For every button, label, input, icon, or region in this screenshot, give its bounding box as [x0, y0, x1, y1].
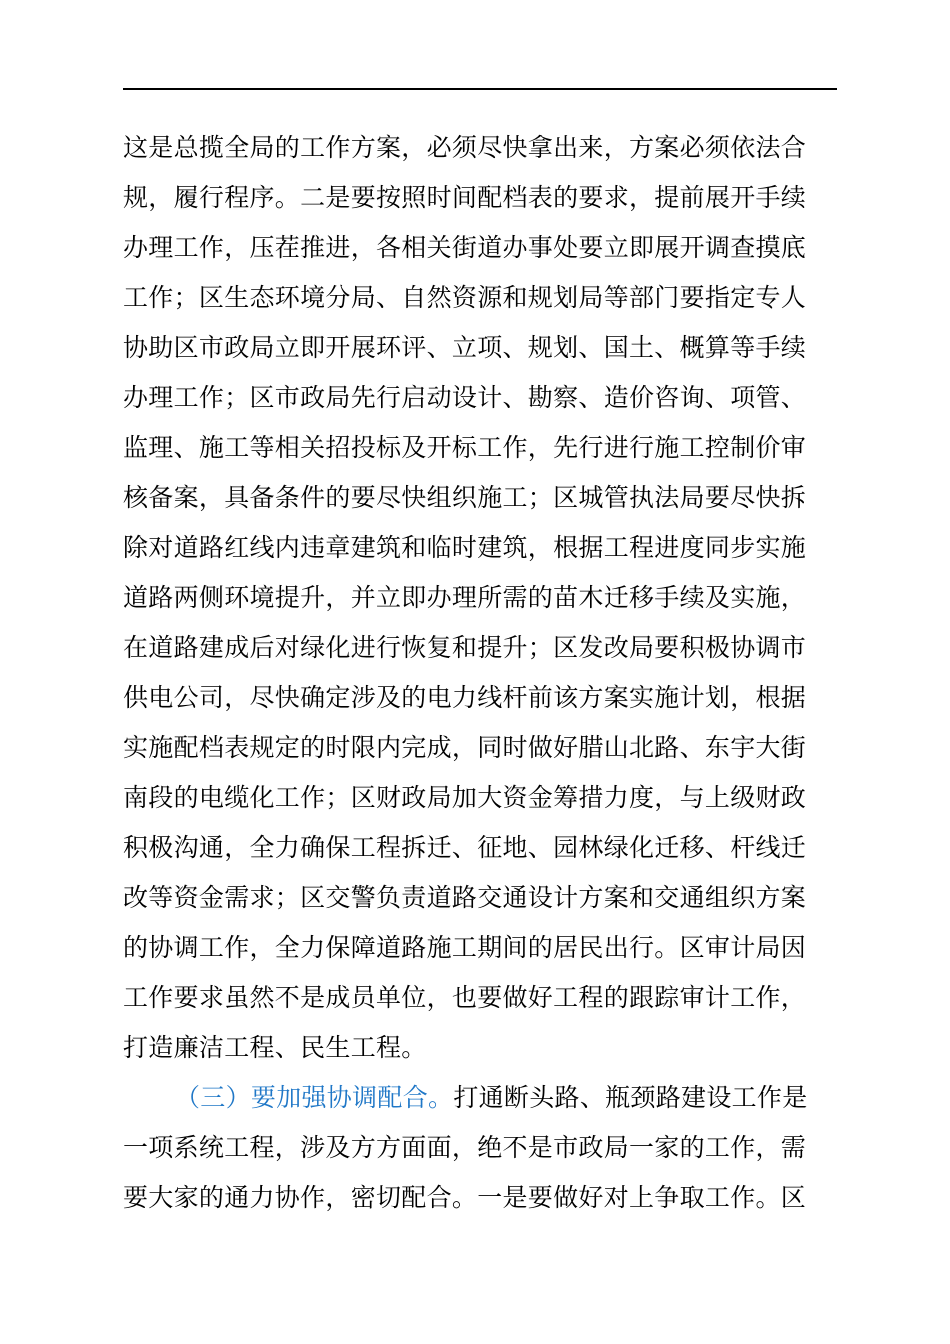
text-line: 要大家的通力协作，密切配合。一是要做好对上争取工作。区	[123, 1183, 807, 1212]
text-line: 核备案，具备条件的要尽快组织施工；区城管执法局要尽快拆	[123, 483, 807, 512]
text-line: 监理、施工等相关招投标及开标工作，先行进行施工控制价审	[123, 433, 807, 462]
text-line: 办理工作；区市政局先行启动设计、勘察、造价咨询、项管、	[123, 383, 807, 412]
text-line: 协助区市政局立即开展环评、立项、规划、国土、概算等手续	[123, 333, 807, 362]
section-heading-continuation: 打通断头路、瓶颈路建设工作是	[453, 1083, 808, 1112]
text-line: 积极沟通，全力确保工程拆迁、征地、园林绿化迁移、杆线迁	[123, 833, 807, 862]
text-line: 一项系统工程，涉及方方面面，绝不是市政局一家的工作，需	[123, 1133, 807, 1162]
text-line: 在道路建成后对绿化进行恢复和提升；区发改局要积极协调市	[123, 633, 807, 662]
text-line: 南段的电缆化工作；区财政局加大资金筹措力度，与上级财政	[123, 783, 807, 812]
text-line: 供电公司，尽快确定涉及的电力线杆前该方案实施计划，根据	[123, 683, 807, 712]
section-heading: （三）要加强协调配合。	[175, 1083, 454, 1112]
header-rule	[123, 88, 837, 90]
text-line: 改等资金需求；区交警负责道路交通设计方案和交通组织方案	[123, 883, 807, 912]
body-text	[123, 123, 843, 1223]
text-line: 工作要求虽然不是成员单位，也要做好工程的跟踪审计工作，	[123, 983, 807, 1012]
text-line: 规，履行程序。二是要按照时间配档表的要求，提前展开手续	[123, 183, 807, 212]
text-line: 除对道路红线内违章建筑和临时建筑，根据工程进度同步实施	[123, 533, 807, 562]
section-heading-line	[123, 1073, 843, 1123]
text-line: 道路两侧环境提升，并立即办理所需的苗木迁移手续及实施，	[123, 583, 807, 612]
text-line: 实施配档表规定的时限内完成，同时做好腊山北路、东宇大街	[123, 733, 807, 762]
text-line: 办理工作，压茬推进，各相关街道办事处要立即展开调查摸底	[123, 233, 807, 262]
text-line: 这是总揽全局的工作方案，必须尽快拿出来，方案必须依法合	[123, 133, 807, 162]
text-line: 打造廉洁工程、民生工程。	[123, 1033, 427, 1062]
text-line: 工作；区生态环境分局、自然资源和规划局等部门要指定专人	[123, 283, 807, 312]
text-line: 的协调工作，全力保障道路施工期间的居民出行。区审计局因	[123, 933, 807, 962]
